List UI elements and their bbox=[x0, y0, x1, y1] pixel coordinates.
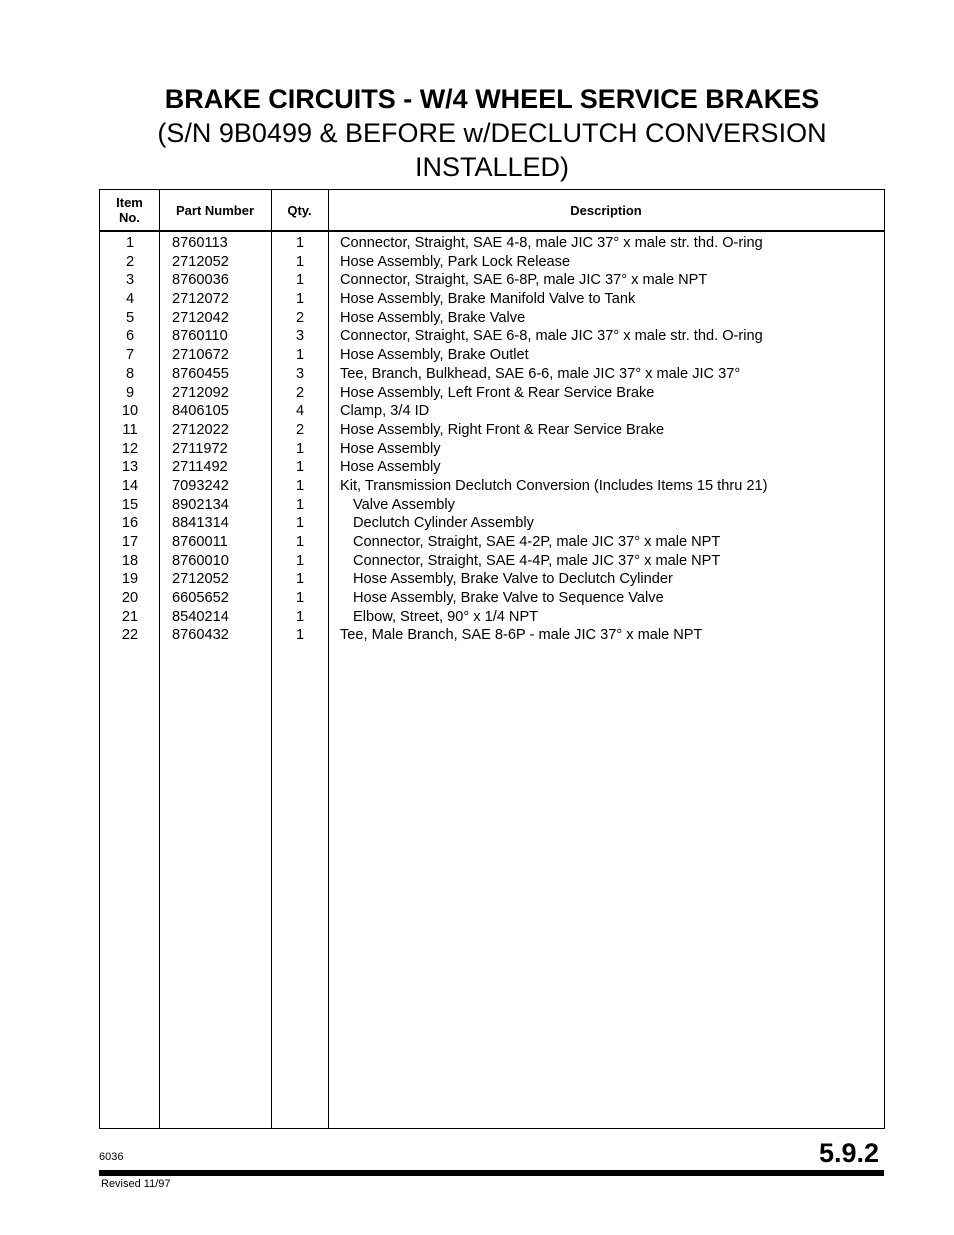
description-cell: Hose Assembly, Brake Valve to Declutch Cylinder bbox=[353, 571, 673, 588]
qty-cell: 1 bbox=[295, 552, 305, 569]
qty-cell: 1 bbox=[295, 534, 305, 550]
table-row bbox=[100, 290, 884, 309]
item-no-cell: 5 bbox=[125, 309, 135, 326]
part-number-cell: 8760455 bbox=[172, 365, 229, 382]
part-number-cell: 2712052 bbox=[172, 253, 229, 270]
table-row bbox=[100, 309, 884, 328]
part-number-cell: 2712022 bbox=[172, 421, 229, 438]
title-line-3: INSTALLED) bbox=[414, 152, 570, 182]
table-row bbox=[100, 346, 884, 365]
part-number-cell: 2712052 bbox=[172, 571, 229, 588]
qty-cell: 1 bbox=[295, 235, 305, 251]
description-cell: Connector, Straight, SAE 6-8P, male JIC 37° x male NPT bbox=[340, 272, 708, 289]
part-number-cell: 2711972 bbox=[172, 440, 228, 457]
qty-cell: 4 bbox=[295, 403, 305, 420]
column-header-item-no bbox=[100, 190, 159, 230]
description-cell: Hose Assembly, Brake Outlet bbox=[340, 347, 529, 364]
part-number-cell: 6605652 bbox=[172, 590, 229, 607]
table-row bbox=[100, 234, 884, 253]
qty-cell: 1 bbox=[295, 272, 305, 289]
part-number-cell: 7093242 bbox=[172, 477, 229, 494]
item-no-cell: 6 bbox=[125, 328, 135, 345]
column-header-item-line2: No. bbox=[119, 210, 140, 225]
description-cell: Hose Assembly, Right Front & Rear Service Brake bbox=[340, 421, 665, 438]
item-no-cell: 18 bbox=[121, 552, 139, 569]
item-no-cell: 8 bbox=[125, 365, 135, 382]
item-no-cell: 12 bbox=[121, 440, 139, 457]
qty-cell: 1 bbox=[295, 627, 305, 644]
qty-cell: 1 bbox=[295, 571, 305, 588]
parts-table bbox=[99, 189, 885, 1129]
table-row bbox=[100, 589, 884, 608]
item-no-cell: 7 bbox=[125, 347, 135, 364]
description-cell: Connector, Straight, SAE 4-4P, male JIC 37° x male NPT bbox=[353, 552, 721, 569]
qty-cell: 1 bbox=[295, 590, 305, 607]
description-cell: Hose Assembly bbox=[340, 440, 441, 457]
description-cell: Declutch Cylinder Assembly bbox=[353, 515, 534, 532]
qty-cell: 1 bbox=[295, 496, 305, 513]
table-row bbox=[100, 570, 884, 589]
description-cell: Hose Assembly, Park Lock Release bbox=[340, 253, 571, 270]
title-line-1: BRAKE CIRCUITS - W/4 WHEEL SERVICE BRAKES bbox=[164, 84, 820, 114]
item-no-cell: 19 bbox=[121, 571, 139, 588]
part-number-cell: 8760010 bbox=[172, 552, 229, 569]
item-no-cell: 17 bbox=[121, 534, 139, 550]
description-cell: Tee, Branch, Bulkhead, SAE 6-6, male JIC 37° x male JIC 37° bbox=[340, 365, 741, 382]
item-no-cell: 9 bbox=[125, 384, 135, 401]
table-row bbox=[100, 608, 884, 627]
part-number-cell: 8902134 bbox=[172, 496, 229, 513]
revision-date: Revised 11/97 bbox=[101, 1178, 171, 1190]
item-no-cell: 14 bbox=[121, 477, 139, 494]
header-separator bbox=[100, 230, 884, 232]
table-row bbox=[100, 458, 884, 477]
table-row bbox=[100, 440, 884, 459]
part-number-cell: 2712042 bbox=[172, 309, 229, 326]
section-number: 5.9.2 bbox=[818, 1138, 879, 1168]
table-row bbox=[100, 477, 884, 496]
document-code: 6036 bbox=[99, 1151, 124, 1163]
item-no-cell: 20 bbox=[121, 590, 139, 607]
part-number-cell: 8406105 bbox=[172, 403, 229, 420]
description-cell: Hose Assembly bbox=[340, 459, 441, 476]
item-no-cell: 3 bbox=[125, 272, 135, 289]
column-header-description: Description bbox=[570, 202, 642, 218]
item-no-cell: 4 bbox=[125, 291, 135, 308]
item-no-cell: 11 bbox=[122, 421, 138, 438]
qty-cell: 3 bbox=[295, 365, 305, 382]
part-number-cell: 2710672 bbox=[172, 347, 229, 364]
description-cell: Elbow, Street, 90° x 1/4 NPT bbox=[353, 608, 539, 625]
qty-cell: 1 bbox=[295, 440, 305, 457]
qty-cell: 1 bbox=[295, 515, 305, 532]
item-no-cell: 10 bbox=[121, 403, 139, 420]
description-cell: Clamp, 3/4 ID bbox=[340, 403, 430, 420]
table-row bbox=[100, 327, 884, 346]
title-line-2: (S/N 9B0499 & BEFORE w/DECLUTCH CONVERSION bbox=[157, 118, 827, 148]
qty-cell: 1 bbox=[295, 459, 305, 476]
part-number-cell: 2711492 bbox=[172, 459, 228, 476]
item-no-cell: 1 bbox=[125, 235, 135, 251]
description-cell: Valve Assembly bbox=[353, 496, 455, 513]
part-number-cell: 8760011 bbox=[172, 534, 228, 550]
part-number-cell: 2712092 bbox=[172, 384, 229, 401]
part-number-cell: 2712072 bbox=[172, 291, 229, 308]
item-no-cell: 22 bbox=[121, 627, 139, 644]
table-row bbox=[100, 271, 884, 290]
table-row bbox=[100, 552, 884, 571]
qty-cell: 2 bbox=[295, 384, 305, 401]
qty-cell: 1 bbox=[295, 608, 305, 625]
table-row bbox=[100, 533, 884, 552]
table-row bbox=[100, 402, 884, 421]
qty-cell: 3 bbox=[295, 328, 305, 345]
table-row bbox=[100, 514, 884, 533]
column-header-qty: Qty. bbox=[287, 202, 312, 218]
description-cell: Connector, Straight, SAE 6-8, male JIC 37° x male str. thd. O-ring bbox=[340, 328, 763, 345]
description-cell: Connector, Straight, SAE 4-2P, male JIC 37° x male NPT bbox=[353, 534, 721, 550]
description-cell: Tee, Male Branch, SAE 8-6P - male JIC 37° x male NPT bbox=[340, 627, 703, 644]
part-number-cell: 8760432 bbox=[172, 627, 229, 644]
column-header-item-line1: Item bbox=[116, 195, 143, 210]
qty-cell: 1 bbox=[295, 347, 305, 364]
part-number-cell: 8760110 bbox=[172, 328, 228, 345]
description-cell: Hose Assembly, Brake Manifold Valve to Tank bbox=[340, 291, 636, 308]
description-cell: Hose Assembly, Brake Valve to Sequence Valve bbox=[353, 590, 664, 607]
qty-cell: 1 bbox=[295, 477, 305, 494]
part-number-cell: 8760036 bbox=[172, 272, 229, 289]
item-no-cell: 16 bbox=[121, 515, 139, 532]
description-cell: Connector, Straight, SAE 4-8, male JIC 37° x male str. thd. O-ring bbox=[340, 235, 763, 251]
table-row bbox=[100, 421, 884, 440]
qty-cell: 2 bbox=[295, 309, 305, 326]
part-number-cell: 8760113 bbox=[172, 235, 228, 251]
part-number-cell: 8841314 bbox=[172, 515, 229, 532]
description-cell: Hose Assembly, Left Front & Rear Service Brake bbox=[340, 384, 655, 401]
qty-cell: 1 bbox=[295, 291, 305, 308]
item-no-cell: 13 bbox=[121, 459, 139, 476]
table-row bbox=[100, 384, 884, 403]
footer-rule bbox=[99, 1170, 884, 1176]
description-cell: Kit, Transmission Declutch Conversion (Includes Items 15 thru 21) bbox=[340, 477, 768, 494]
table-row bbox=[100, 365, 884, 384]
description-cell: Hose Assembly, Brake Valve bbox=[340, 309, 526, 326]
page-title bbox=[100, 82, 884, 184]
item-no-cell: 21 bbox=[121, 608, 139, 625]
column-header-part-number: Part Number bbox=[175, 202, 255, 218]
item-no-cell: 15 bbox=[121, 496, 139, 513]
table-row bbox=[100, 626, 884, 645]
table-body bbox=[100, 234, 884, 645]
table-row bbox=[100, 253, 884, 272]
table-row bbox=[100, 496, 884, 515]
qty-cell: 1 bbox=[295, 253, 305, 270]
qty-cell: 2 bbox=[295, 421, 305, 438]
part-number-cell: 8540214 bbox=[172, 608, 229, 625]
item-no-cell: 2 bbox=[125, 253, 135, 270]
